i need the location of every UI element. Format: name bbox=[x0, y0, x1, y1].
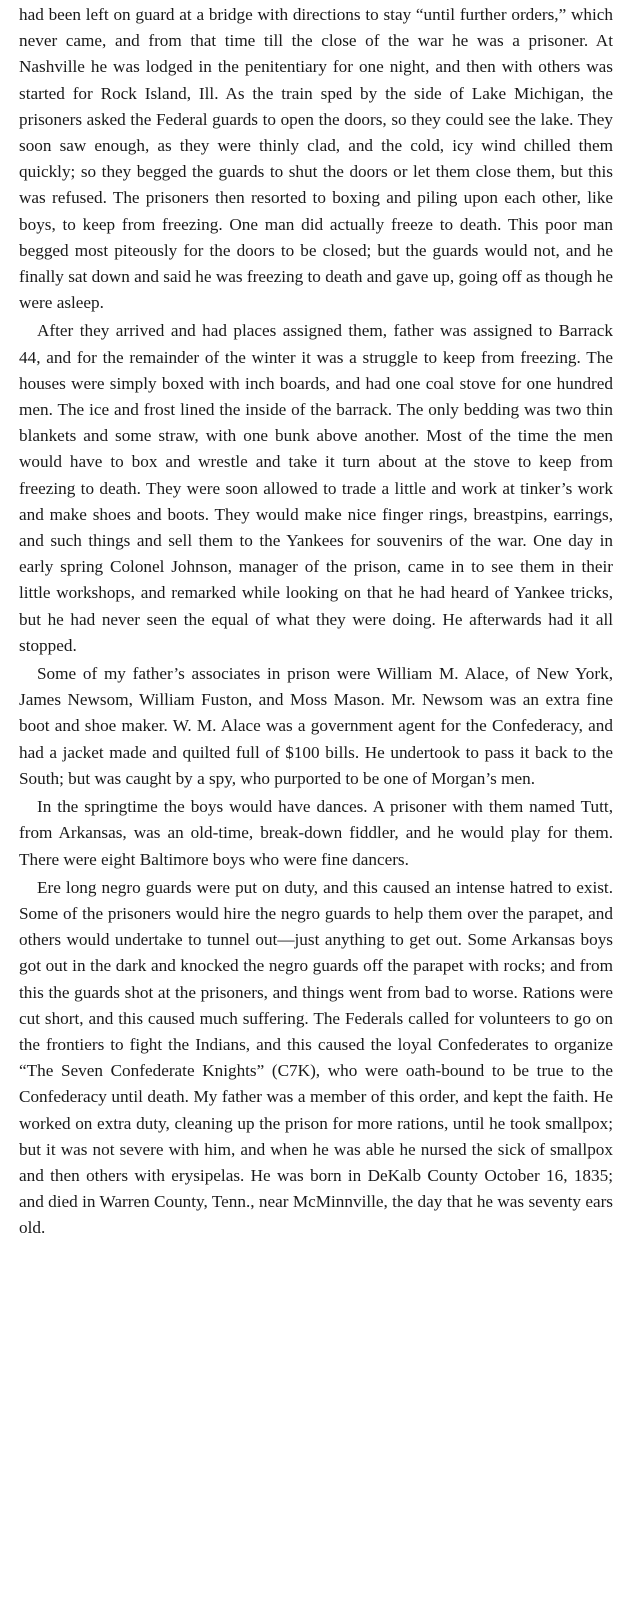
paragraph-barrack-life: After they arrived and had places assigned them, father was assigned to Barrack 44, and for the remainder of the winter it was a struggle to keep from freezing. The houses were simply boxed with inch boards, and had one coal stove for one hundred men. The ice and frost lined the inside of the barrack. The only bedding was two thin blankets and some straw, with one bunk above another. Most of the time the men would have to box and wrestle and take it turn about at the stove to keep from freezing to death. They were soon allowed to trade a little and work at tinker’s work and make shoes and boots. They would make nice finger rings, breastpins, earrings, and such things and sell them to the Yankees for souvenirs of the war. One day in early spring Colonel Johnson, manager of the prison, came in to see them in their little workshops, and remarked while looking on that he had heard of Yankee tricks, but he had never seen the equal of what they were doing. He afterwards had it all stopped. bbox=[19, 321, 613, 655]
paragraph-associates: Some of my father’s associates in prison were William M. Alace, of New York, James Newsom, William Fuston, and Moss Mason. Mr. Newsom was an extra fine boot and shoe maker. W. M. Alace was a government agent for the Confederacy, and had a jacket made and quilted full of $100 bills. He undertook to pass it back to the South; but was caught by a spy, who purported to be one of Morgan’s men. bbox=[19, 664, 613, 788]
paragraph-negro-guards: Ere long negro guards were put on duty, and this caused an intense hatred to exist. Some of the prisoners would hire the negro guards to help them over the parapet, and others would undertake to tunnel out—just anything to get out. Some Arkansas boys got out in the dark and knocked the negro guards off the parapet with rocks; and from this the guards shot at the prisoners, and things went from bad to worse. Rations were cut short, and this caused much suffering. The Federals called for volunteers to go on the frontiers to fight the Indians, and this caused the loyal Confederates to organize “The Seven Confederate Knights” (C7K), who were oath-bound to be true to the Confederacy until death. My father was a member of this order, and kept the faith. He worked on extra duty, cleaning up the prison for more rations, until he took smallpox; but it was not severe with him, and when he was able he nursed the sick of smallpox and then others with erysipelas. He was born in DeKalb County October 16, 1835; and died in Warren County, Tenn., near McMinnville, the day that he was seventy ears old. bbox=[19, 877, 613, 1238]
paragraph-dances: In the springtime the boys would have dances. A prisoner with them named Tutt, from Arkansas, was an old-time, break-down fiddler, and he would play for them. There were eight Baltimore boys who were fine dancers. bbox=[19, 797, 613, 869]
paragraph-prison-journey: had been left on guard at a bridge with directions to stay “until further orders,” which never came, and from that time till the close of the war he was a prisoner. At Nashville he was lodged in the penitentiary for one night, and then with others was started for Rock Island, Ill. As the train sped by the side of Lake Michigan, the prisoners asked the Federal guards to open the doors, so they could see the lake. They soon saw enough, as they were thinly clad, and the cold, icy wind chilled them quickly; so they begged the guards to shut the doors or let them close them, but this was refused. The prisoners then resorted to boxing and piling upon each other, like boys, to keep from freezing. One man did actually freeze to death. This poor man begged most piteously for the doors to be closed; but the guards would not, and he finally sat down and said he was freezing to death and gave up, going off as though he were asleep. bbox=[19, 5, 613, 313]
